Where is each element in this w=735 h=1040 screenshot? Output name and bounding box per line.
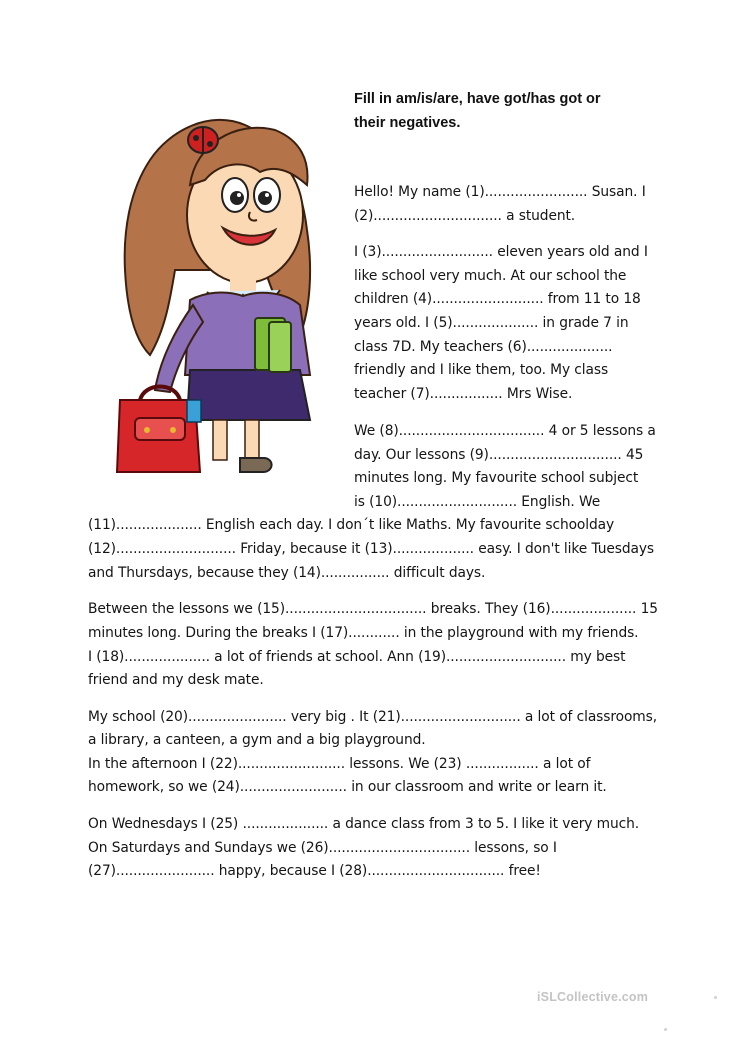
text-line: is (10)............................ English. We (354, 494, 601, 510)
schoolgirl-illustration (95, 100, 335, 490)
text-line: On Saturdays and Sundays we (26)................................. lessons, so I (88, 840, 557, 856)
text-line: and Thursdays, because they (14)................ difficult days. (88, 565, 486, 581)
title-line-1: Fill in am/is/are, have got/has got or (354, 91, 601, 107)
watermark: iSLCollective.com (537, 990, 649, 1004)
text-line: (12)............................ Friday, because it (13)................... easy. I don't like Tuesdays (88, 541, 654, 557)
text-line: children (4).......................... from 11 to 18 (354, 291, 641, 307)
text-line: In the afternoon I (22)......................... lessons. We (23) ................. a lot of (88, 756, 591, 772)
text-line: Between the lessons we (15)................................. breaks. They (16).................... 15 (88, 601, 658, 617)
text-line: minutes long. My favourite school subject (354, 470, 639, 486)
text-line: a library, a canteen, a gym and a big playground. (88, 732, 426, 748)
text-line: On Wednesdays I (25) .................... a dance class from 3 to 5. I like it very much. (88, 816, 640, 832)
text-line: (2).............................. a student. (354, 208, 576, 224)
text-line: I (18).................... a lot of friends at school. Ann (19)............................ my best (88, 649, 626, 665)
text-line: Hello! My name (1)........................ Susan. I (354, 184, 646, 200)
text-line: I (3).......................... eleven years old and I (354, 244, 648, 260)
corner-mark (664, 1028, 667, 1031)
title-line-2: their negatives. (354, 115, 461, 131)
text-line: friendly and I like them, too. My class (354, 362, 609, 378)
text-line: class 7D. My teachers (6).................... (354, 339, 613, 355)
text-line: My school (20)....................... very big . It (21)............................ a lot of classrooms, (88, 709, 658, 725)
text-line: years old. I (5).................... in grade 7 in (354, 315, 629, 331)
text-line: (11).................... English each day. I don´t like Maths. My favourite schoolday (88, 517, 615, 533)
text-line: teacher (7)................. Mrs Wise. (354, 386, 573, 402)
corner-mark (714, 996, 717, 999)
text-line: like school very much. At our school the (354, 268, 627, 284)
text-line: day. Our lessons (9)............................... 45 (354, 447, 644, 463)
text-line: minutes long. During the breaks I (17)............ in the playground with my friends. (88, 625, 639, 641)
text-line: (27)....................... happy, because I (28)................................ free! (88, 863, 541, 879)
text-line: homework, so we (24)......................... in our classroom and write or learn it. (88, 779, 607, 795)
text-line: We (8).................................. 4 or 5 lessons a (354, 423, 656, 439)
worksheet-title (354, 87, 654, 135)
text-line: friend and my desk mate. (88, 672, 264, 688)
